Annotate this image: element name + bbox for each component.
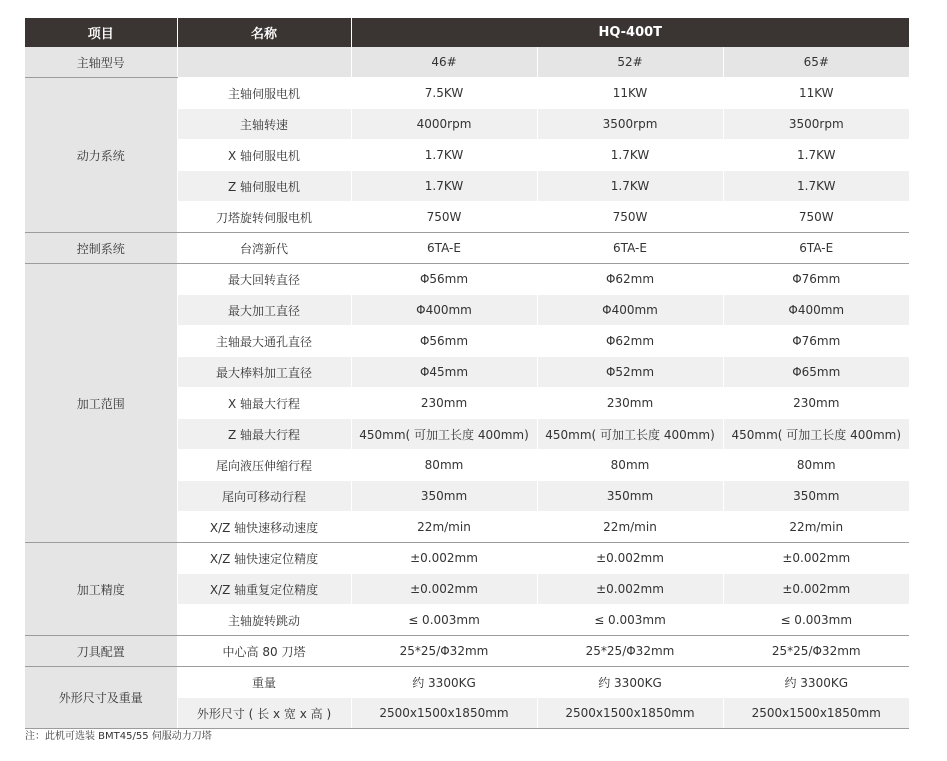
- spec-value-cell: 6TA-E: [723, 233, 909, 264]
- spec-value-cell: 450mm( 可加工长度 400mm): [351, 419, 537, 450]
- header-row: [25, 18, 909, 47]
- spec-value-cell: 1.7KW: [537, 140, 723, 171]
- spec-value-cell: 1.7KW: [723, 171, 909, 202]
- spec-value-cell: Φ400mm: [537, 295, 723, 326]
- spec-name-cell: 外形尺寸 ( 长 x 宽 x 高 ): [177, 698, 351, 729]
- spec-name-cell: 主轴伺服电机: [177, 78, 351, 109]
- spec-row: [25, 636, 909, 667]
- model-name: [177, 47, 351, 78]
- spec-value-cell: ±0.002mm: [723, 574, 909, 605]
- spec-name-cell: X 轴最大行程: [177, 388, 351, 419]
- spec-value-cell: Φ56mm: [351, 326, 537, 357]
- spec-value-cell: 1.7KW: [351, 140, 537, 171]
- spec-value-cell: 230mm: [723, 388, 909, 419]
- spec-value-cell: 2500x1500x1850mm: [723, 698, 909, 729]
- category-cell: 加工范围: [25, 264, 177, 543]
- spec-name-cell: 最大加工直径: [177, 295, 351, 326]
- spec-name-cell: 主轴旋转跳动: [177, 605, 351, 636]
- spec-value-cell: 750W: [723, 202, 909, 233]
- spec-value-cell: 22m/min: [351, 512, 537, 543]
- model-value: 46#: [351, 47, 537, 78]
- category-cell: 动力系统: [25, 78, 177, 233]
- spec-name-cell: X/Z 轴快速移动速度: [177, 512, 351, 543]
- spec-value-cell: 450mm( 可加工长度 400mm): [537, 419, 723, 450]
- spec-value-cell: 1.7KW: [537, 171, 723, 202]
- spec-value-cell: 2500x1500x1850mm: [351, 698, 537, 729]
- spec-body: [25, 47, 909, 729]
- spec-value-cell: 2500x1500x1850mm: [537, 698, 723, 729]
- spec-value-cell: 7.5KW: [351, 78, 537, 109]
- spec-name-cell: X/Z 轴重复定位精度: [177, 574, 351, 605]
- spec-row: [25, 667, 909, 698]
- spec-value-cell: Φ76mm: [723, 326, 909, 357]
- spec-value-cell: 230mm: [537, 388, 723, 419]
- spec-name-cell: Z 轴最大行程: [177, 419, 351, 450]
- spec-name-cell: 台湾新代: [177, 233, 351, 264]
- category-cell: 外形尺寸及重量: [25, 667, 177, 729]
- spec-name-cell: 重量: [177, 667, 351, 698]
- spec-name-cell: 主轴转速: [177, 109, 351, 140]
- spec-value-cell: 80mm: [537, 450, 723, 481]
- footnote: 注：此机可选装 BMT45/55 伺服动力刀塔: [25, 731, 212, 742]
- spec-value-cell: 25*25/Φ32mm: [723, 636, 909, 667]
- spec-value-cell: 230mm: [351, 388, 537, 419]
- header-name: 名称: [177, 18, 351, 47]
- spec-value-cell: 11KW: [537, 78, 723, 109]
- spec-value-cell: ±0.002mm: [723, 543, 909, 574]
- spec-name-cell: 尾向液压伸缩行程: [177, 450, 351, 481]
- spec-value-cell: 450mm( 可加工长度 400mm): [723, 419, 909, 450]
- spec-value-cell: 3500rpm: [723, 109, 909, 140]
- spec-value-cell: 约 3300KG: [723, 667, 909, 698]
- spec-value-cell: 80mm: [351, 450, 537, 481]
- model-label: 主轴型号: [25, 47, 177, 78]
- spec-name-cell: 最大棒料加工直径: [177, 357, 351, 388]
- spec-value-cell: 1.7KW: [723, 140, 909, 171]
- spec-value-cell: 11KW: [723, 78, 909, 109]
- model-row: [25, 47, 909, 78]
- spec-name-cell: 中心高 80 刀塔: [177, 636, 351, 667]
- spec-value-cell: ±0.002mm: [537, 543, 723, 574]
- spec-value-cell: 约 3300KG: [537, 667, 723, 698]
- spec-value-cell: 4000rpm: [351, 109, 537, 140]
- header-model: HQ-400T: [351, 18, 909, 47]
- spec-value-cell: 80mm: [723, 450, 909, 481]
- spec-value-cell: ±0.002mm: [537, 574, 723, 605]
- spec-name-cell: 主轴最大通孔直径: [177, 326, 351, 357]
- spec-row: [25, 233, 909, 264]
- category-cell: 控制系统: [25, 233, 177, 264]
- spec-value-cell: Φ62mm: [537, 264, 723, 295]
- spec-value-cell: 350mm: [537, 481, 723, 512]
- spec-value-cell: Φ62mm: [537, 326, 723, 357]
- spec-value-cell: 750W: [351, 202, 537, 233]
- spec-value-cell: Φ76mm: [723, 264, 909, 295]
- spec-value-cell: ±0.002mm: [351, 574, 537, 605]
- spec-value-cell: 约 3300KG: [351, 667, 537, 698]
- spec-value-cell: 3500rpm: [537, 109, 723, 140]
- spec-value-cell: 350mm: [723, 481, 909, 512]
- spec-value-cell: Φ65mm: [723, 357, 909, 388]
- spec-value-cell: 25*25/Φ32mm: [537, 636, 723, 667]
- spec-value-cell: Φ400mm: [351, 295, 537, 326]
- spec-value-cell: Φ56mm: [351, 264, 537, 295]
- spec-value-cell: ≤ 0.003mm: [723, 605, 909, 636]
- spec-value-cell: Φ400mm: [723, 295, 909, 326]
- spec-value-cell: Φ45mm: [351, 357, 537, 388]
- category-cell: 刀具配置: [25, 636, 177, 667]
- spec-name-cell: 尾向可移动行程: [177, 481, 351, 512]
- spec-value-cell: Φ52mm: [537, 357, 723, 388]
- spec-table: [25, 18, 909, 729]
- spec-value-cell: ±0.002mm: [351, 543, 537, 574]
- spec-value-cell: 22m/min: [723, 512, 909, 543]
- spec-value-cell: ≤ 0.003mm: [351, 605, 537, 636]
- spec-row: [25, 543, 909, 574]
- spec-name-cell: 刀塔旋转伺服电机: [177, 202, 351, 233]
- spec-name-cell: X 轴伺服电机: [177, 140, 351, 171]
- spec-row: [25, 264, 909, 295]
- spec-value-cell: 750W: [537, 202, 723, 233]
- model-value: 65#: [723, 47, 909, 78]
- header-item: 项目: [25, 18, 177, 47]
- spec-row: [25, 78, 909, 109]
- spec-name-cell: 最大回转直径: [177, 264, 351, 295]
- spec-value-cell: 1.7KW: [351, 171, 537, 202]
- spec-value-cell: 25*25/Φ32mm: [351, 636, 537, 667]
- spec-value-cell: 6TA-E: [351, 233, 537, 264]
- spec-name-cell: Z 轴伺服电机: [177, 171, 351, 202]
- spec-value-cell: ≤ 0.003mm: [537, 605, 723, 636]
- category-cell: 加工精度: [25, 543, 177, 636]
- spec-value-cell: 6TA-E: [537, 233, 723, 264]
- spec-value-cell: 22m/min: [537, 512, 723, 543]
- spec-value-cell: 350mm: [351, 481, 537, 512]
- spec-name-cell: X/Z 轴快速定位精度: [177, 543, 351, 574]
- model-value: 52#: [537, 47, 723, 78]
